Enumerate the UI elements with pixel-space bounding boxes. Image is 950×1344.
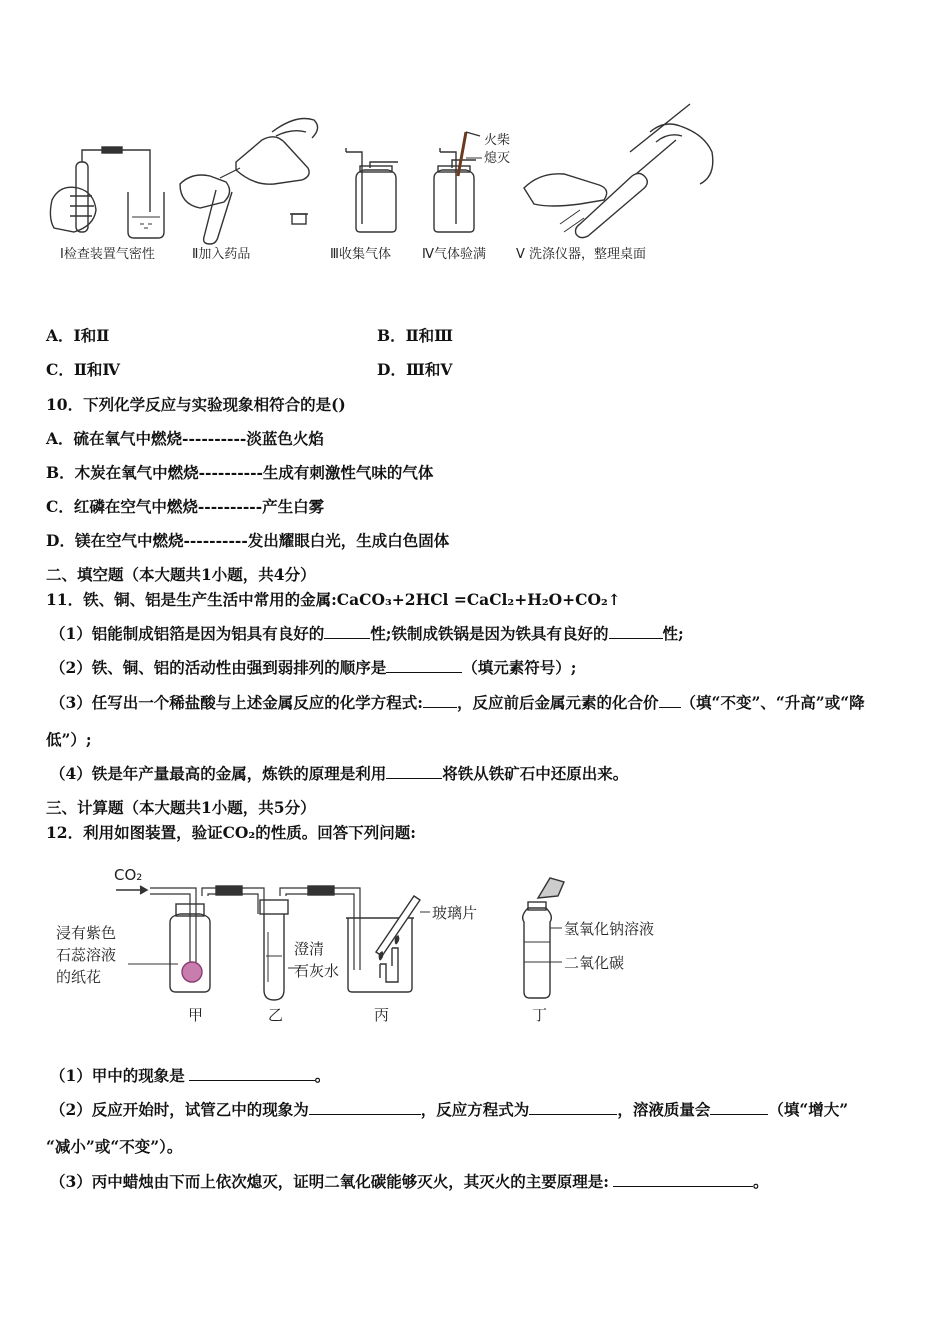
yi-label-2: 石灰水: [294, 962, 340, 980]
q11-equation: CaCO₃+2HCl =CaCl₂+H₂O+CO₂↑: [336, 590, 621, 609]
q12-stem: 12．利用如图装置，验证CO₂的性质。回答下列问题:: [46, 823, 416, 842]
q10-option-a: A．硫在氧气中燃烧----------淡蓝色火焰: [46, 429, 324, 448]
beaker-bing: [346, 896, 430, 992]
q10-stem: 10．下列化学反应与实验现象相符合的是(): [46, 395, 346, 414]
glass-label: 玻璃片: [432, 904, 478, 922]
bottle-ding: [523, 878, 564, 998]
caption-1: Ⅰ检查装置气密性: [60, 247, 155, 262]
q12-p2-b: ，反应方程式为: [420, 1100, 530, 1119]
q9-option-b: B．Ⅱ和Ⅲ: [377, 326, 454, 345]
q12-p3-a: （3）丙中蜡烛由下而上依次熄灭，证明二氧化碳能够灭火，其灭火的主要原理是:: [50, 1172, 610, 1191]
jia-label-3: 的纸花: [56, 968, 102, 986]
gas-collection-illustration: [346, 148, 398, 232]
answer-blank[interactable]: [659, 693, 681, 708]
q9-option-c: C．Ⅱ和Ⅳ: [46, 360, 120, 379]
yi-label-1: 澄清: [294, 940, 325, 958]
q12-p3-b: 。: [753, 1172, 769, 1191]
match-label-1: 火柴: [484, 133, 511, 148]
answer-blank[interactable]: [386, 764, 442, 779]
q11-part-1: [50, 624, 684, 644]
q11-p1-a: （1）铝能制成铝箔是因为铝具有良好的: [50, 624, 325, 643]
q11-p2-a: （2）铁、铜、铝的活动性由强到弱排列的顺序是: [50, 658, 387, 677]
answer-blank[interactable]: [609, 624, 663, 639]
q11-stem-text: 11．铁、铜、铝是生产生活中常用的金属:: [46, 590, 337, 609]
q11-p3-d: 低”）;: [46, 730, 92, 749]
q11-part-4: [50, 764, 628, 784]
q12-p2-d: （填“增大”: [768, 1100, 849, 1119]
answer-blank[interactable]: [710, 1100, 768, 1115]
q11-p1-b: 性;铁制成铁锅是因为铁具有良好的: [370, 624, 609, 643]
caption-3: Ⅲ收集气体: [330, 247, 391, 262]
bottle-jia: [128, 904, 210, 992]
answer-blank[interactable]: [309, 1100, 421, 1115]
q10-option-c: C．红磷在空气中燃烧----------产生白雾: [46, 497, 325, 516]
answer-blank[interactable]: [423, 693, 457, 708]
q9-option-d: D．Ⅲ和Ⅴ: [377, 360, 453, 379]
washing-illustration: [524, 104, 713, 238]
answer-blank[interactable]: [324, 624, 370, 639]
q11-p2-b: （填元素符号）;: [462, 658, 577, 677]
name-bing: 丙: [374, 1006, 390, 1024]
answer-blank[interactable]: [529, 1100, 617, 1115]
q12-p1-b: 。: [314, 1066, 331, 1085]
section-2-heading: 二、填空题（本大题共1小题，共4分）: [46, 565, 316, 584]
q10-option-b: B．木炭在氧气中燃烧----------生成有刺激性气味的气体: [46, 463, 434, 482]
gas-verify-illustration: [434, 132, 480, 232]
naoh-label: 氢氧化钠溶液: [564, 920, 655, 938]
q12-p2-a: （2）反应开始时，试管乙中的现象为: [50, 1100, 309, 1119]
name-ding: 丁: [532, 1006, 548, 1024]
q10-option-d: D．镁在空气中燃烧----------发出耀眼白光，生成白色固体: [46, 531, 450, 550]
q11-p1-c: 性;: [662, 624, 684, 643]
q11-p3-b: ，反应前后金属元素的化合价: [457, 693, 659, 712]
q11-p4-a: （4）铁是年产量最高的金属，炼铁的原理是利用: [50, 764, 387, 783]
jia-label-1: 浸有紫色: [56, 924, 117, 942]
q11-part-2: [50, 658, 577, 678]
caption-4: Ⅳ气体验满: [422, 247, 486, 262]
co2-apparatus-figure: [50, 852, 690, 1032]
q11-stem: [46, 590, 621, 610]
q12-part-1: [50, 1066, 330, 1086]
q9-option-a: A．Ⅰ和Ⅱ: [46, 326, 110, 345]
q11-part-3: [50, 693, 865, 713]
q12-p2-c: ，溶液质量会: [617, 1100, 711, 1119]
q11-p4-b: 将铁从铁矿石中还原出来。: [442, 764, 629, 783]
caption-5: Ⅴ 洗涤仪器，整理桌面: [516, 247, 647, 262]
adding-reagent-illustration: [180, 119, 318, 245]
q12-p1-a: （1）甲中的现象是: [50, 1066, 185, 1085]
q11-p3-c: （填“不变”、“升高”或“降: [680, 693, 865, 712]
caption-2: Ⅱ加入药品: [192, 247, 251, 262]
jia-label-2: 石蕊溶液: [56, 946, 117, 964]
q12-p2-e: “减小”或“不变”）。: [46, 1137, 183, 1156]
section-3-heading: 三、计算题（本大题共1小题，共5分）: [46, 798, 316, 817]
q12-part-2: [50, 1100, 848, 1120]
airtightness-check-illustration: [50, 147, 164, 238]
lab-operations-figure: [40, 92, 720, 272]
q11-p3-a: （3）任写出一个稀盐酸与上述金属反应的化学方程式:: [50, 693, 424, 712]
co2-bottle-label: 二氧化碳: [564, 954, 625, 972]
name-yi: 乙: [268, 1006, 284, 1024]
name-jia: 甲: [188, 1006, 204, 1024]
q12-part-3: [50, 1172, 769, 1192]
match-label-2: 熄灭: [484, 151, 511, 166]
answer-blank[interactable]: [613, 1172, 753, 1187]
answer-blank[interactable]: [189, 1066, 315, 1081]
co2-label: CO₂: [114, 866, 143, 884]
answer-blank[interactable]: [386, 658, 462, 673]
